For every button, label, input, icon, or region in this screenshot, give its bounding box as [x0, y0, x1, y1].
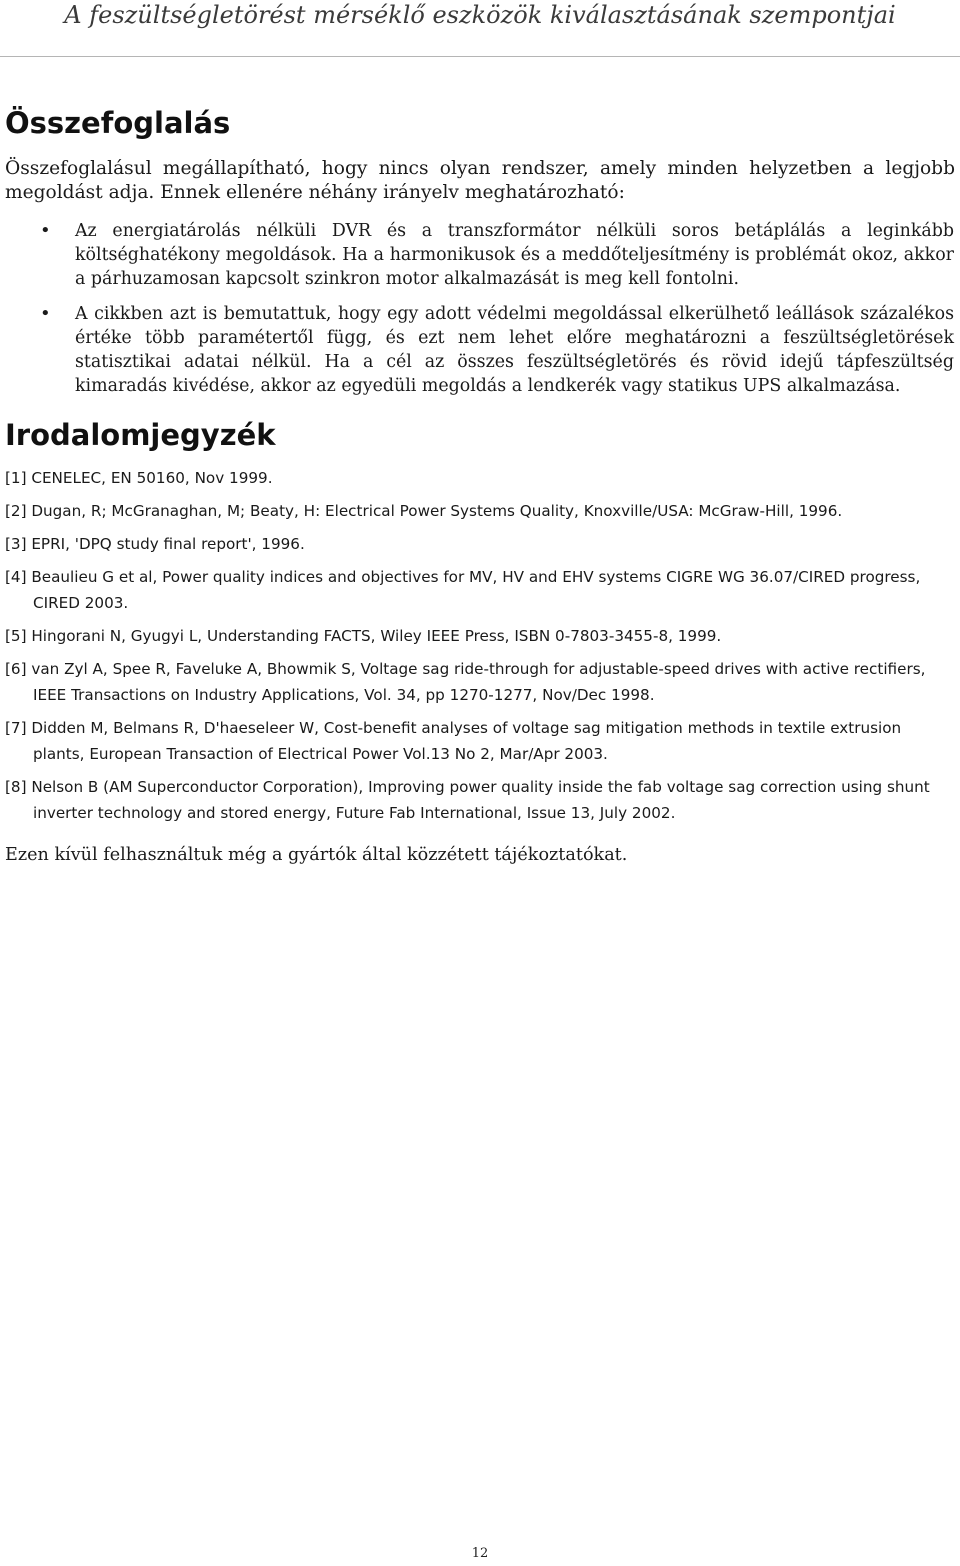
- reference-item-5: [5] Hingorani N, Gyugyi L, Understanding FACTS, Wiley IEEE Press, ISBN 0-7803-3455-8, 1999.: [5, 627, 722, 645]
- summary-heading: Összefoglalás: [5, 106, 231, 140]
- references-heading: Irodalomjegyzék: [5, 418, 276, 452]
- reference-item-1: [1] CENELEC, EN 50160, Nov 1999.: [5, 469, 273, 487]
- references-outro-paragraph: Ezen kívül felhasználtuk még a gyártók által közzétett tájékoztatókat.: [5, 845, 628, 865]
- summary-bullet-text: Az energiatárolás nélküli DVR és a transzformátor nélküli soros betáplálás a leginkább költséghatékony megoldások. Ha a harmonikusok és a meddőteljesítmény is problémát okoz, akkor a párhuzamosan kapcsolt szinkron motor alkalmazását is meg kell fontolni.: [75, 221, 954, 289]
- running-header-title: A feszültségletörést mérséklő eszközök kiválasztásának szempontjai: [64, 1, 896, 29]
- page-number: 12: [471, 1546, 489, 1561]
- summary-bullet-item: [0, 302, 960, 398]
- reference-item-4: [4] Beaulieu G et al, Power quality indices and objectives for MV, HV and EHV systems CIGRE WG 36.07/CIRED progress, CIRED 2003.: [5, 568, 921, 612]
- summary-bullet-text: A cikkben azt is bemutattuk, hogy egy adott védelmi megoldással elkerülhető leállások százalékos értéke több paramétertől függ, és ezt nem lehet előre meghatározni a feszültségletörések statisztikai adatai nélkül. Ha a cél az összes feszültségletörés és rövid idejű tápfeszültség kimaradás kivédése, akkor az egyedüli megoldás a lendkerék vagy statikus UPS alkalmazása.: [75, 304, 954, 396]
- bullet-icon: •: [40, 220, 51, 241]
- summary-bullet-list: [0, 219, 960, 409]
- reference-item-8: [8] Nelson B (AM Superconductor Corporation), Improving power quality inside the fab voltage sag correction using shunt inverter technology and stored energy, Future Fab International, Issue 13, July 2002.: [5, 778, 930, 822]
- reference-list: [0, 465, 960, 833]
- reference-item-7: [7] Didden M, Belmans R, D'haeseleer W, Cost-benefit analyses of voltage sag mitigation methods in textile extrusion plants, European Transaction of Electrical Power Vol.13 No 2, Mar/Apr 2003.: [5, 719, 902, 763]
- reference-item-6: [6] van Zyl A, Spee R, Faveluke A, Bhowmik S, Voltage sag ride-through for adjustable-speed drives with active rectifiers, IEEE Transactions on Industry Applications, Vol. 34, pp 1270-1277, Nov/Dec 1998.: [5, 660, 926, 704]
- bullet-icon: •: [40, 303, 51, 324]
- running-header: [0, 0, 960, 57]
- summary-intro-paragraph: Összefoglalásul megállapítható, hogy nincs olyan rendszer, amely minden helyzetben a legjobb megoldást adja. Ennek ellenére néhány irányelv meghatározható:: [5, 158, 955, 203]
- reference-item-2: [2] Dugan, R; McGranaghan, M; Beaty, H: Electrical Power Systems Quality, Knoxville/USA: McGraw-Hill, 1996.: [5, 502, 843, 520]
- reference-item-3: [3] EPRI, 'DPQ study final report', 1996.: [5, 535, 305, 553]
- summary-bullet-item: [0, 219, 960, 291]
